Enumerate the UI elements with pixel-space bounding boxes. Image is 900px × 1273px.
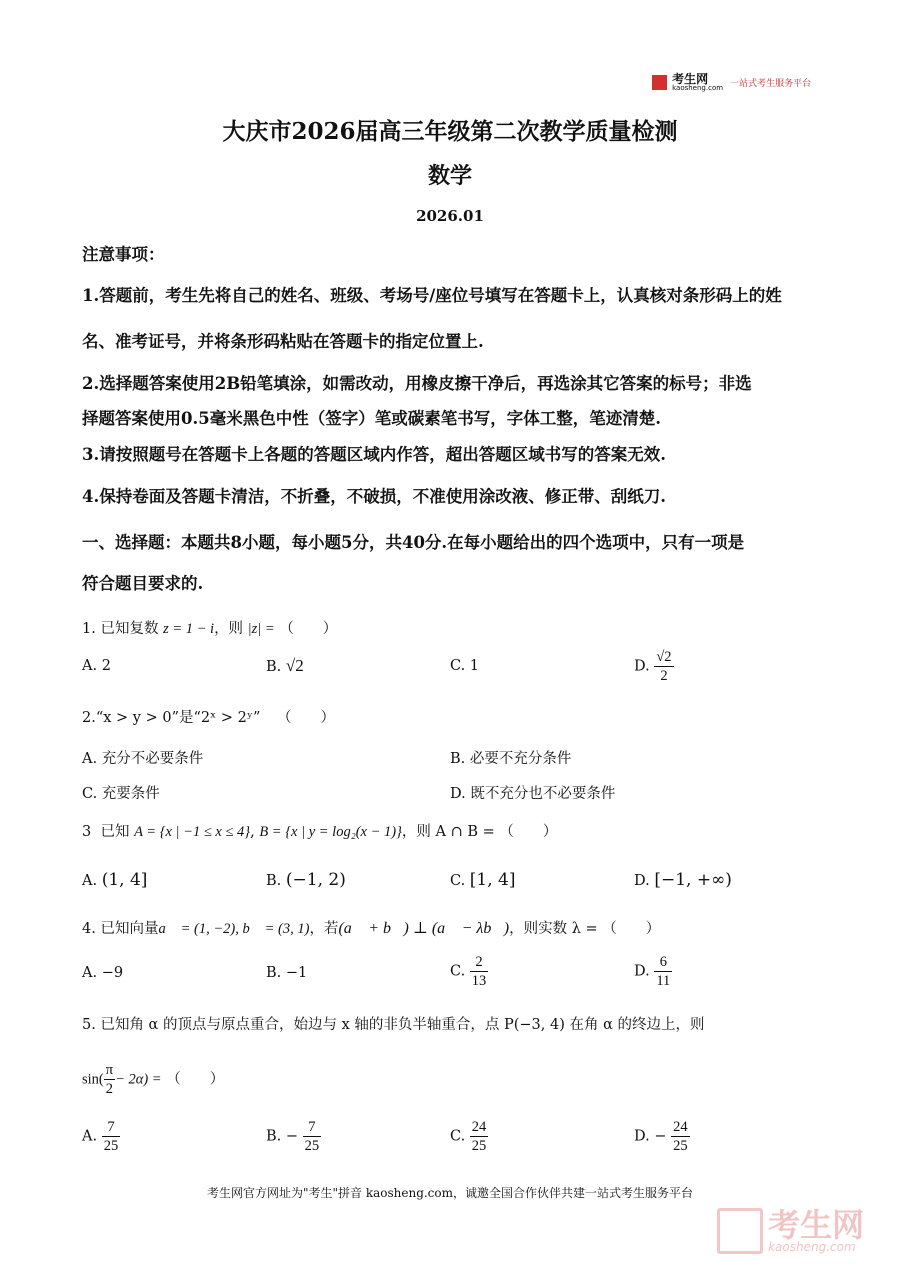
question-5-expression: sin( $\frac{\pi}{2}$ − 2α) = （ ） bbox=[82, 1062, 225, 1098]
q4-option-c: C. $\frac{2}{13}$ bbox=[450, 954, 487, 990]
question-5: 5. 已知角 α 的顶点与原点重合，始边与 x 轴的非负半轴重合，点 P(−3, 4) 在角 α 的终边上，则 bbox=[82, 1017, 705, 1033]
q1-option-b: B. √2 bbox=[266, 656, 304, 675]
question-2: 2.“x > y > 0”是“2ˣ > 2ʸ” （ ） bbox=[82, 710, 336, 726]
q2-option-a: A. 充分不必要条件 bbox=[82, 751, 204, 767]
question-4: 4. 已知向量a⃗ = (1, −2), b⃗ = (3, 1)，若(a⃗ + b⃗) ⊥ (a⃗ − λb⃗)，则实数 λ = （ ） bbox=[82, 920, 661, 937]
q3-option-b: B. (−1, 2) bbox=[266, 870, 346, 890]
watermark: 考生网 kaosheng.com bbox=[717, 1208, 864, 1254]
question-number: 4. bbox=[82, 921, 96, 937]
q1-option-c: C. 1 bbox=[450, 658, 480, 674]
q3-option-a: A. (1, 4] bbox=[82, 870, 148, 890]
q3-option-c: C. [1, 4] bbox=[450, 870, 516, 890]
footer-text: 考生网官方网址为"考生"拼音 kaosheng.com，诚邀全国合作伙伴共建一站式考生服务平台 bbox=[206, 1186, 694, 1200]
q5-option-b: B. − $\frac{7}{25}$ bbox=[266, 1119, 320, 1155]
watermark-logo-icon bbox=[717, 1208, 763, 1254]
q5-option-a: A. $\frac{7}{25}$ bbox=[82, 1119, 119, 1155]
notice-line-1: 1.答题前，考生先将自己的姓名、班级、考场号/座位号填写在答题卡上，认真核对条形码上的姓 bbox=[82, 286, 782, 305]
section-heading-line-2: 符合题目要求的. bbox=[82, 574, 204, 593]
q2-option-d: D. 既不充分也不必要条件 bbox=[450, 786, 616, 802]
q5-option-d: D. − $\frac{24}{25}$ bbox=[634, 1119, 688, 1155]
question-number: 3 bbox=[82, 824, 92, 840]
q2-option-b: B. 必要不充分条件 bbox=[450, 751, 572, 767]
notice-line-5: 3.请按照题号在答题卡上各题的答题区域内作答，超出答题区域书写的答案无效. bbox=[82, 445, 666, 464]
q4-option-d: D. $\frac{6}{11}$ bbox=[634, 954, 671, 990]
q4-option-a: A. −9 bbox=[82, 965, 124, 981]
logo-domain: kaosheng.com bbox=[672, 84, 724, 92]
page-title: 大庆市2026届高三年级第二次教学质量检测 bbox=[222, 118, 678, 145]
kaosheng-logo-icon bbox=[652, 75, 667, 90]
q3-option-d: D. [−1, +∞) bbox=[634, 870, 732, 890]
question-number: 2. bbox=[82, 710, 96, 726]
q2-option-c: C. 充要条件 bbox=[82, 786, 160, 802]
question-1: 1. 已知复数 z = 1 − i，则 |z| = （ ） bbox=[82, 621, 338, 637]
q4-option-b: B. −1 bbox=[266, 965, 308, 981]
q1-option-d: D. $\frac{√2}{2}$ bbox=[634, 649, 672, 685]
notice-heading: 注意事项： bbox=[82, 245, 165, 264]
section-heading-line-1: 一、选择题：本题共8小题，每小题5分，共40分.在每小题给出的四个选项中，只有一项是 bbox=[82, 533, 745, 552]
q1-option-a: A. 2 bbox=[82, 658, 111, 674]
notice-line-6: 4.保持卷面及答题卡清洁，不折叠，不破损，不准使用涂改液、修正带、刮纸刀. bbox=[82, 487, 666, 506]
q5-option-c: C. $\frac{24}{25}$ bbox=[450, 1119, 487, 1155]
subject-title: 数学 bbox=[427, 163, 472, 189]
notice-line-4: 择题答案使用0.5毫米黑色中性（签字）笔或碳素笔书写，字体工整，笔迹清楚. bbox=[82, 409, 661, 428]
notice-line-2: 名、准考证号，并将条形码粘贴在答题卡的指定位置上. bbox=[82, 332, 484, 351]
notice-line-3: 2.选择题答案使用2B铅笔填涂，如需改动，用橡皮擦干净后，再选涂其它答案的标号；非选 bbox=[82, 374, 752, 393]
question-number: 5. bbox=[82, 1017, 96, 1033]
exam-date: 2026.01 bbox=[416, 207, 484, 225]
question-number: 1. bbox=[82, 621, 96, 637]
logo-slogan: 一站式考生服务平台 bbox=[730, 79, 812, 89]
question-3: 3 已知 A = {x | −1 ≤ x ≤ 4}, B = {x | y = log₂(x − 1)}，则 A ∩ B = （ ） bbox=[82, 824, 558, 840]
logo-cn: 考生网 bbox=[672, 72, 709, 86]
header-logo bbox=[652, 72, 811, 92]
